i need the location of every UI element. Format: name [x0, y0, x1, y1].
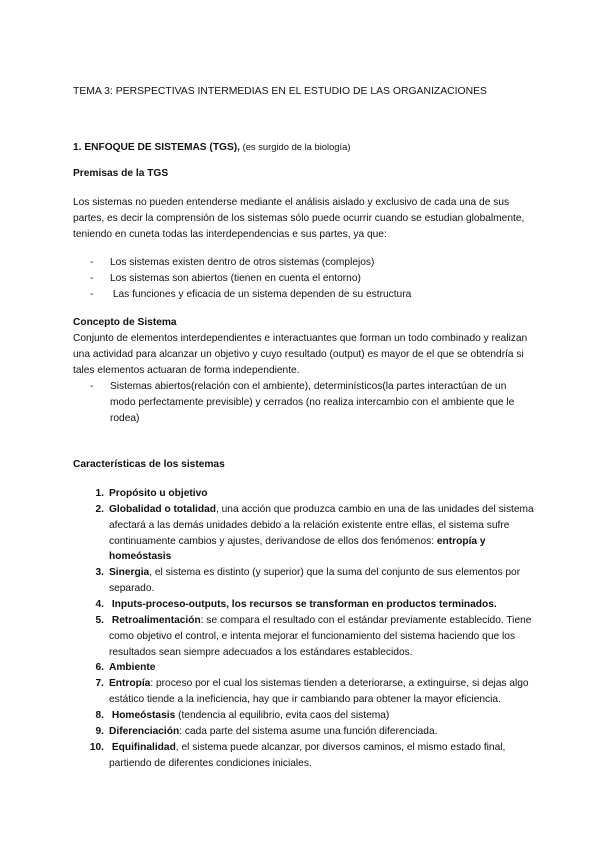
list-item — [109, 726, 437, 738]
list-number: 10. — [89, 742, 104, 753]
list-number: 6. — [95, 662, 104, 673]
concepto-bullet-line: rodea) — [110, 413, 140, 424]
list-item-text: (tendencia al equilibrio, evita caos del sistema) — [175, 710, 390, 721]
concepto-bullet-line: modo perfectamente previsible) y cerrados (no realiza intercambio con el ambiente que le — [110, 397, 515, 408]
list-item-text: : cada parte del sistema asume una función diferenciada. — [179, 726, 438, 737]
section-heading-text: 1. ENFOQUE DE SISTEMAS (TGS), — [73, 142, 240, 153]
list-item-continuation: homeóstasis — [109, 551, 172, 562]
bullet-dash: - — [90, 381, 94, 392]
concepto-heading: Concepto de Sistema — [73, 317, 177, 328]
section-heading-note: (es surgido de la biología) — [239, 141, 351, 152]
list-item-term: Sinergia — [109, 567, 150, 578]
list-number: 3. — [95, 567, 104, 578]
list-item-continuation: estático tiende a la ineficiencia, hay que ir cambiando para obtener la mayor eficiencia. — [109, 694, 501, 705]
list-number: 4. — [95, 599, 104, 610]
list-item-text: : se compara el resultado con el estándar previamente establecido. Tiene — [200, 615, 532, 626]
list-item-text: , una acción que produzca cambio en una de las unidades del sistema — [215, 504, 534, 515]
bullet-dash: - — [90, 257, 94, 268]
premisas-paragraph-line: Los sistemas no pueden entenderse mediante el análisis aislado y exclusivo de cada una de sus — [73, 197, 510, 208]
premisas-bullet: Los sistemas existen dentro de otros sistemas (complejos) — [110, 257, 375, 268]
list-item-text: continuamente cambios y ajustes, derivandose de ellos dos fenómenos: — [109, 536, 437, 547]
concepto-paragraph-line: Conjunto de elementos interdependientes e interactuantes que forman un todo combinado y realizan — [73, 333, 528, 344]
premisas-bullet: Los sistemas son abiertos (tienen en cuenta el entorno) — [110, 273, 361, 284]
list-item-continuation: separado. — [109, 583, 155, 594]
list-item-text: , el sistema es distinto (y superior) que la suma del conjunto de sus elementos por — [149, 567, 521, 578]
list-item-term: Equifinalidad — [109, 742, 176, 753]
section-heading-enfoque-sistemas — [73, 141, 350, 154]
document-title: TEMA 3: PERSPECTIVAS INTERMEDIAS EN EL ESTUDIO DE LAS ORGANIZACIONES — [73, 86, 487, 97]
concepto-paragraph-line: una actividad para alcanzar un objetivo y cuyo resultado (output) es mayor de el que se obtendría si — [73, 349, 524, 360]
list-item — [109, 615, 531, 627]
list-item: Ambiente — [109, 662, 156, 673]
premisas-paragraph-line: teniendo en cuneta todas las interdependencias e sus partes, ya que: — [73, 229, 387, 240]
list-item-continuation: como objetivo el control, e intenta mejorar el funcionamiento del sistema haciendo que los — [109, 631, 516, 642]
premisas-paragraph-line: partes, es decir la comprensión de los sistemas sólo puede ocurrir cuando se estudian globalmente, — [73, 213, 525, 224]
list-item-continuation: afectará a las demás unidades debido a la relación existente entre ellas, el sistema sufre — [109, 520, 510, 531]
list-number: 9. — [95, 726, 104, 737]
list-item — [109, 678, 529, 690]
list-item-term: Entropía — [109, 678, 151, 689]
list-item-continuation: resultados sean siempre adecuados a los estándares establecidos. — [109, 647, 413, 658]
concepto-bullet-line: Sistemas abiertos(relación con el ambiente), determinísticos(la partes interactúan de un — [110, 381, 507, 392]
list-number: 2. — [95, 504, 104, 515]
list-item — [109, 488, 207, 500]
bullet-dash: - — [90, 289, 94, 300]
caracteristicas-heading: Características de los sistemas — [73, 459, 225, 470]
list-number: 5. — [95, 615, 104, 626]
premisas-bullet: Las funciones y eficacia de un sistema dependen de su estructura — [110, 289, 412, 300]
list-item — [109, 504, 534, 516]
premisas-heading: Premisas de la TGS — [73, 168, 169, 179]
list-item-term: Diferenciación — [109, 726, 180, 737]
list-item-text: , el sistema puede alcanzar, por diversos caminos, el mismo estado final, — [175, 742, 506, 753]
list-item-term: Homeóstasis — [109, 710, 176, 721]
concepto-paragraph-line: tales elementos actuaran de forma independiente. — [73, 365, 300, 376]
list-number: 1. — [95, 488, 104, 499]
list-item-term: entropía y — [436, 536, 486, 547]
list-item — [109, 710, 389, 722]
list-item-term: Propósito u objetivo — [109, 488, 208, 499]
list-item: Inputs-proceso-outputs, los recursos se transforman en productos terminados. — [109, 599, 497, 610]
list-item — [109, 567, 520, 579]
list-item-continuation: partiendo de diferentes condiciones iniciales. — [109, 758, 312, 769]
list-item-continuation — [109, 536, 486, 548]
list-item-term: Globalidad o totalidad — [109, 504, 216, 515]
list-item-text: : proceso por el cual los sistemas tienden a deteriorarse, a extinguirse, si dejas algo — [150, 678, 529, 689]
list-number: 8. — [95, 710, 104, 721]
list-number: 7. — [95, 678, 104, 689]
bullet-dash: - — [90, 273, 94, 284]
list-item-term: Retroalimentación — [109, 615, 201, 626]
list-item — [109, 742, 505, 754]
